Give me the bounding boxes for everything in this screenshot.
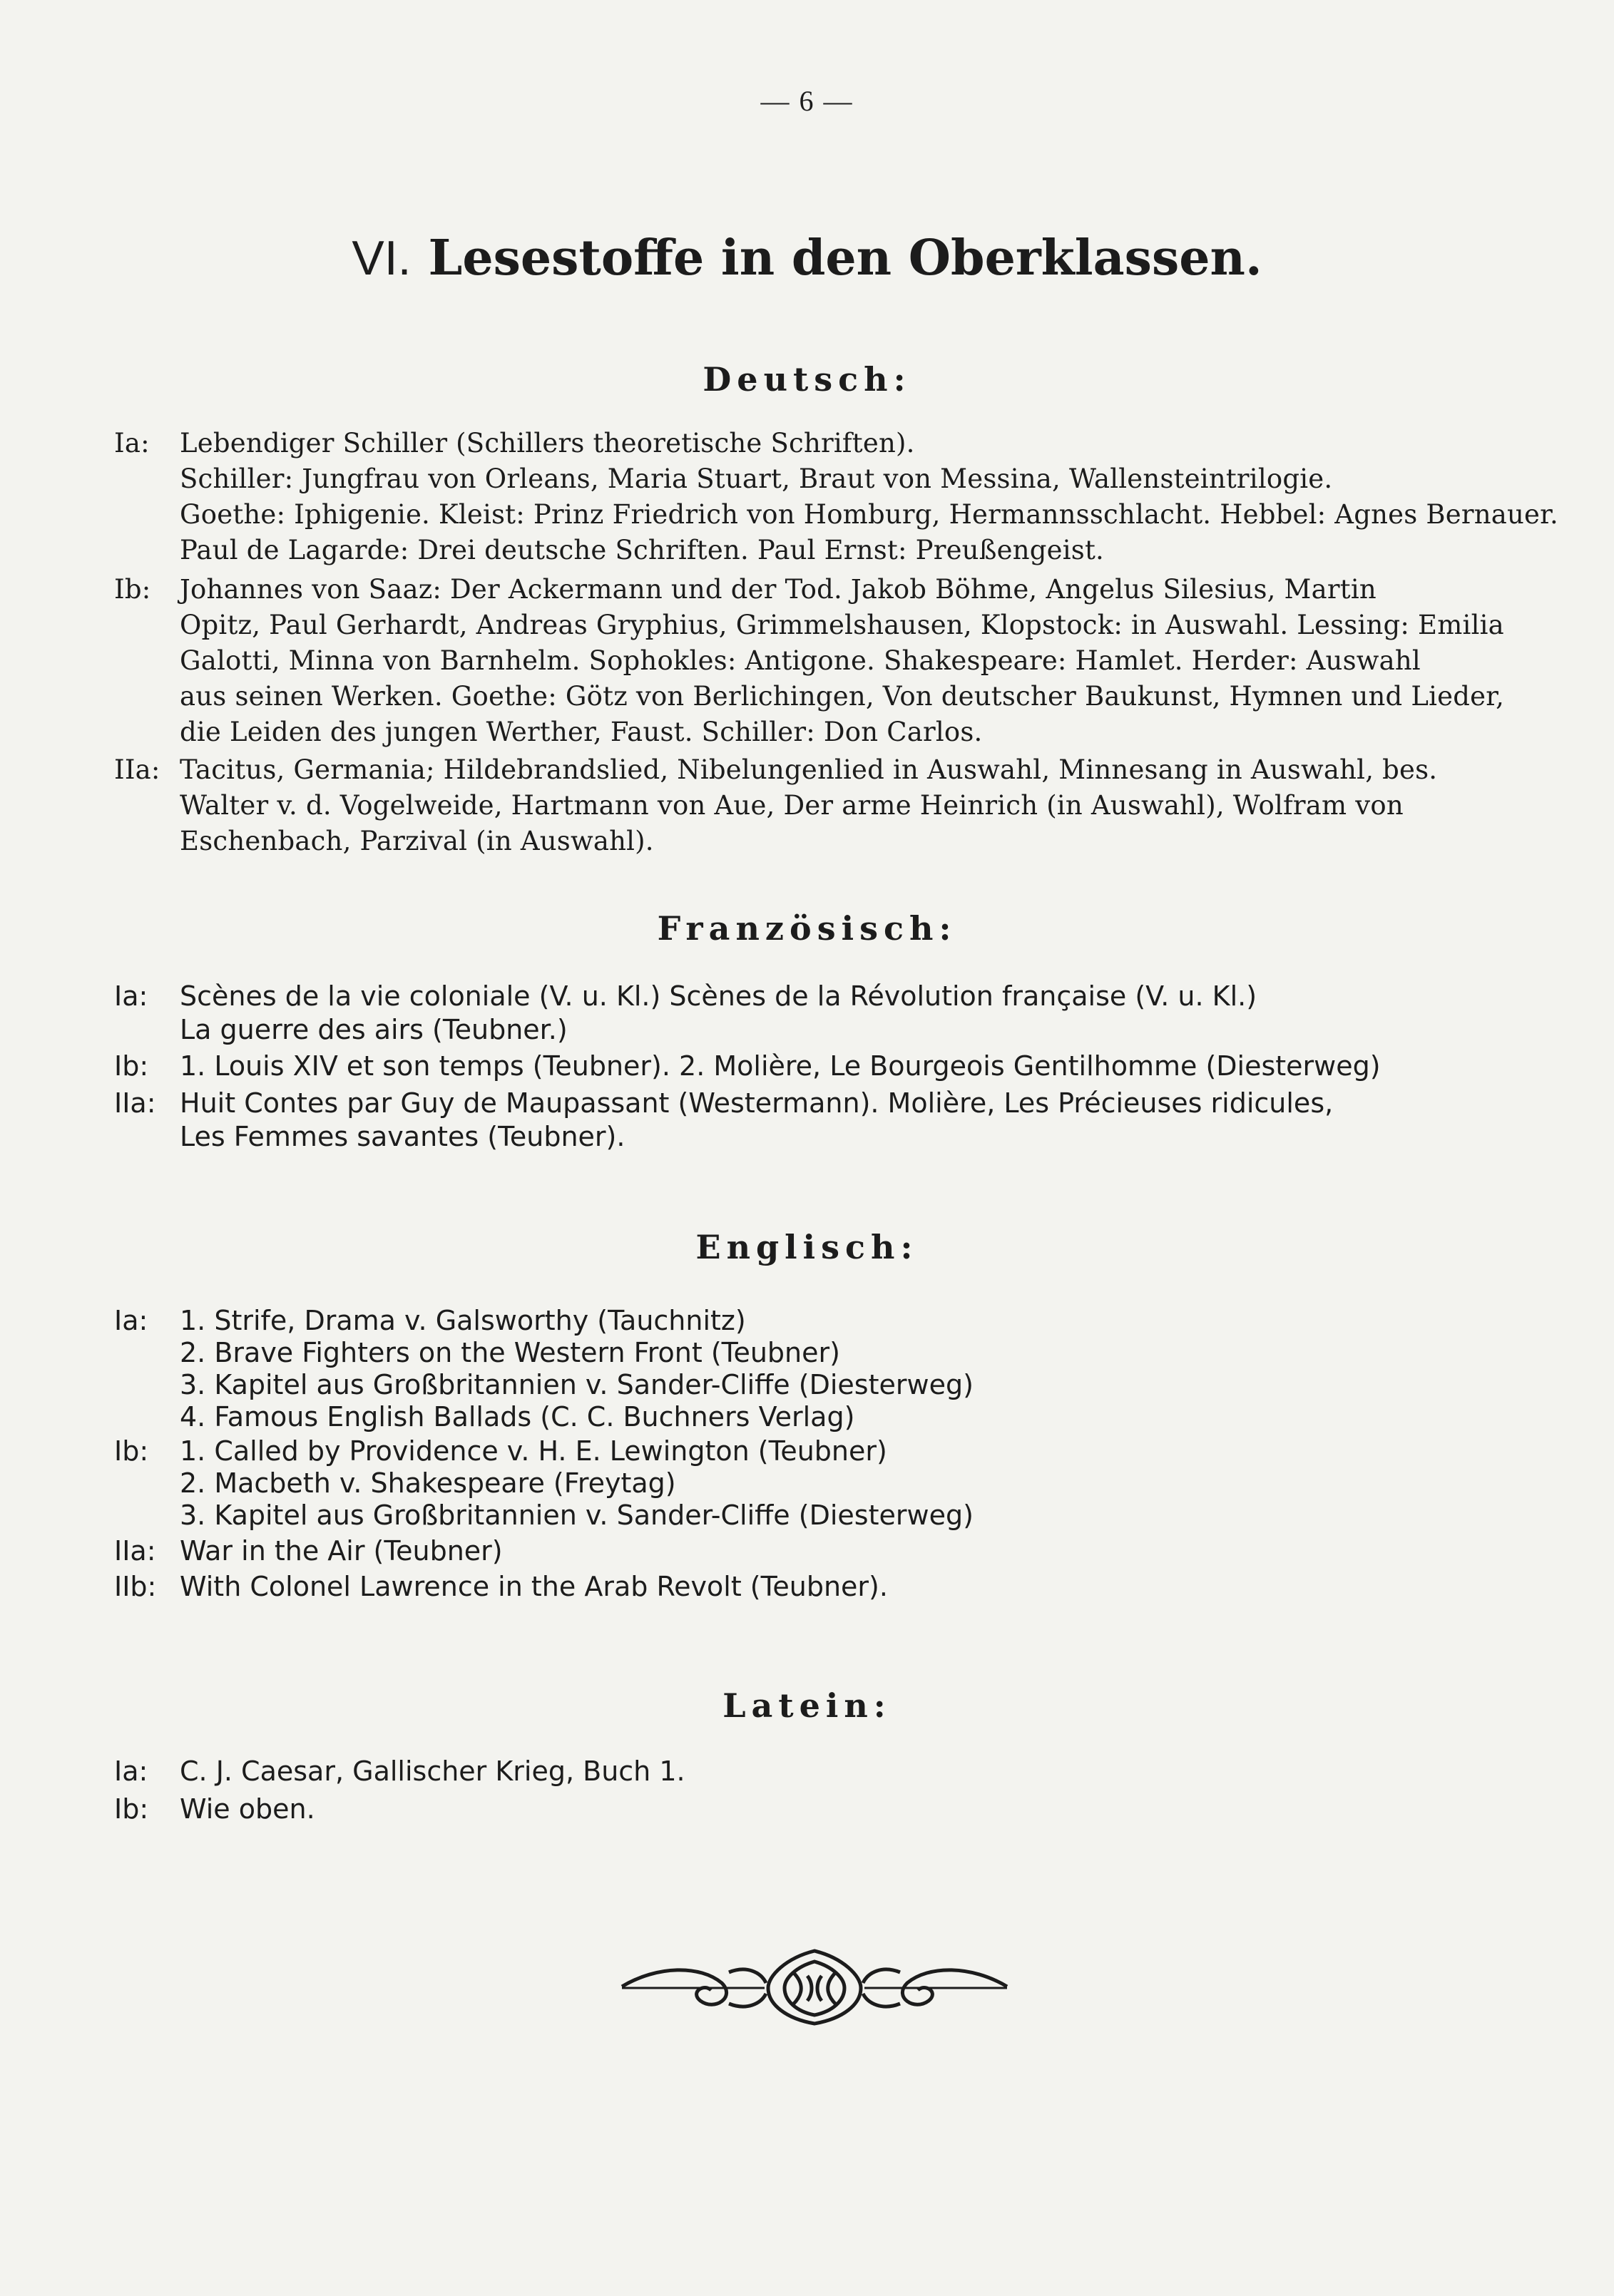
page-title xyxy=(0,230,1614,287)
reading-text: Tacitus, Germania; Hildebrandslied, Nibelungenlied in Auswahl, Minnesang in Auswahl, bes. xyxy=(180,754,1438,785)
reading-text: Opitz, Paul Gerhardt, Andreas Gryphius, Grimmelshausen, Klopstock: in Auswahl. Lessing: Emilia xyxy=(180,610,1504,640)
reading-text: La guerre des airs (Teubner.) xyxy=(180,1014,568,1045)
reading-text: 2. Brave Fighters on the Western Front (Teubner) xyxy=(180,1337,840,1368)
reading-text: Huit Contes par Guy de Maupassant (Westermann). Molière, Les Précieuses ridicules, xyxy=(180,1087,1334,1119)
reading-text: Wie oben. xyxy=(180,1793,315,1825)
reading-text: Schiller: Jungfrau von Orleans, Maria Stuart, Braut von Messina, Wallensteintrilogie. xyxy=(180,463,1333,494)
class-label: IIa: xyxy=(114,1535,156,1567)
class-label: Ib: xyxy=(114,1793,149,1825)
reading-text: With Colonel Lawrence in the Arab Revolt (Teubner). xyxy=(180,1571,888,1602)
title-numeral: VI. xyxy=(352,231,412,285)
reading-text: Eschenbach, Parzival (in Auswahl). xyxy=(180,826,654,856)
reading-text: Walter v. d. Vogelweide, Hartmann von Aue, Der arme Heinrich (in Auswahl), Wolfram von xyxy=(180,790,1404,821)
reading-text: Paul de Lagarde: Drei deutsche Schriften. Paul Ernst: Preußengeist. xyxy=(180,535,1104,565)
reading-text: War in the Air (Teubner) xyxy=(180,1535,503,1567)
reading-text: Johannes von Saaz: Der Ackermann und der Tod. Jakob Böhme, Angelus Silesius, Martin xyxy=(180,574,1377,605)
class-label: Ia: xyxy=(114,1756,148,1787)
section-heading-deutsch: Deutsch: xyxy=(703,360,911,399)
class-label: Ib: xyxy=(114,1050,149,1082)
title-text: Lesestoffe in den Oberklassen. xyxy=(428,230,1262,287)
class-label: IIa: xyxy=(114,1087,156,1119)
section-heading-franzoesisch: Französisch: xyxy=(657,909,957,948)
decorative-ornament-icon xyxy=(615,1944,1014,2029)
class-label: Ib: xyxy=(114,1435,149,1467)
reading-text: 1. Louis XIV et son temps (Teubner). 2. Molière, Le Bourgeois Gentilhomme (Diesterweg) xyxy=(180,1050,1381,1082)
reading-text: 3. Kapitel aus Großbritannien v. Sander-Cliffe (Diesterweg) xyxy=(180,1500,974,1531)
class-label: IIa: xyxy=(114,754,160,785)
section-heading-latein: Latein: xyxy=(722,1686,892,1725)
class-label: Ib: xyxy=(114,574,151,605)
reading-text: Scènes de la vie coloniale (V. u. Kl.) Scènes de la Révolution française (V. u. Kl.) xyxy=(180,980,1257,1012)
reading-text: 3. Kapitel aus Großbritannien v. Sander-Cliffe (Diesterweg) xyxy=(180,1369,974,1400)
reading-text: 1. Strife, Drama v. Galsworthy (Tauchnitz) xyxy=(180,1305,746,1336)
class-label: Ia: xyxy=(114,980,148,1012)
class-label: IIb: xyxy=(114,1571,157,1602)
class-label: Ia: xyxy=(114,428,150,458)
reading-text: 4. Famous English Ballads (C. C. Buchners Verlag) xyxy=(180,1401,855,1433)
reading-text: Les Femmes savantes (Teubner). xyxy=(180,1121,625,1152)
reading-text: Galotti, Minna von Barnhelm. Sophokles: Antigone. Shakespeare: Hamlet. Herder: Auswahl xyxy=(180,645,1421,676)
page-number: — 6 — xyxy=(760,85,854,117)
reading-text: die Leiden des jungen Werther, Faust. Schiller: Don Carlos. xyxy=(180,717,983,747)
reading-text: Lebendiger Schiller (Schillers theoretische Schriften). xyxy=(180,428,915,458)
class-label: Ia: xyxy=(114,1305,148,1336)
reading-text: Goethe: Iphigenie. Kleist: Prinz Friedrich von Homburg, Hermannsschlacht. Hebbel: Agnes Bernauer. xyxy=(180,499,1558,530)
reading-text: 1. Called by Providence v. H. E. Lewington (Teubner) xyxy=(180,1435,887,1467)
reading-text: 2. Macbeth v. Shakespeare (Freytag) xyxy=(180,1467,676,1499)
reading-text: aus seinen Werken. Goethe: Götz von Berlichingen, Von deutscher Baukunst, Hymnen und Lieder, xyxy=(180,681,1505,712)
reading-text: C. J. Caesar, Gallischer Krieg, Buch 1. xyxy=(180,1756,685,1787)
section-heading-englisch: Englisch: xyxy=(695,1228,919,1266)
